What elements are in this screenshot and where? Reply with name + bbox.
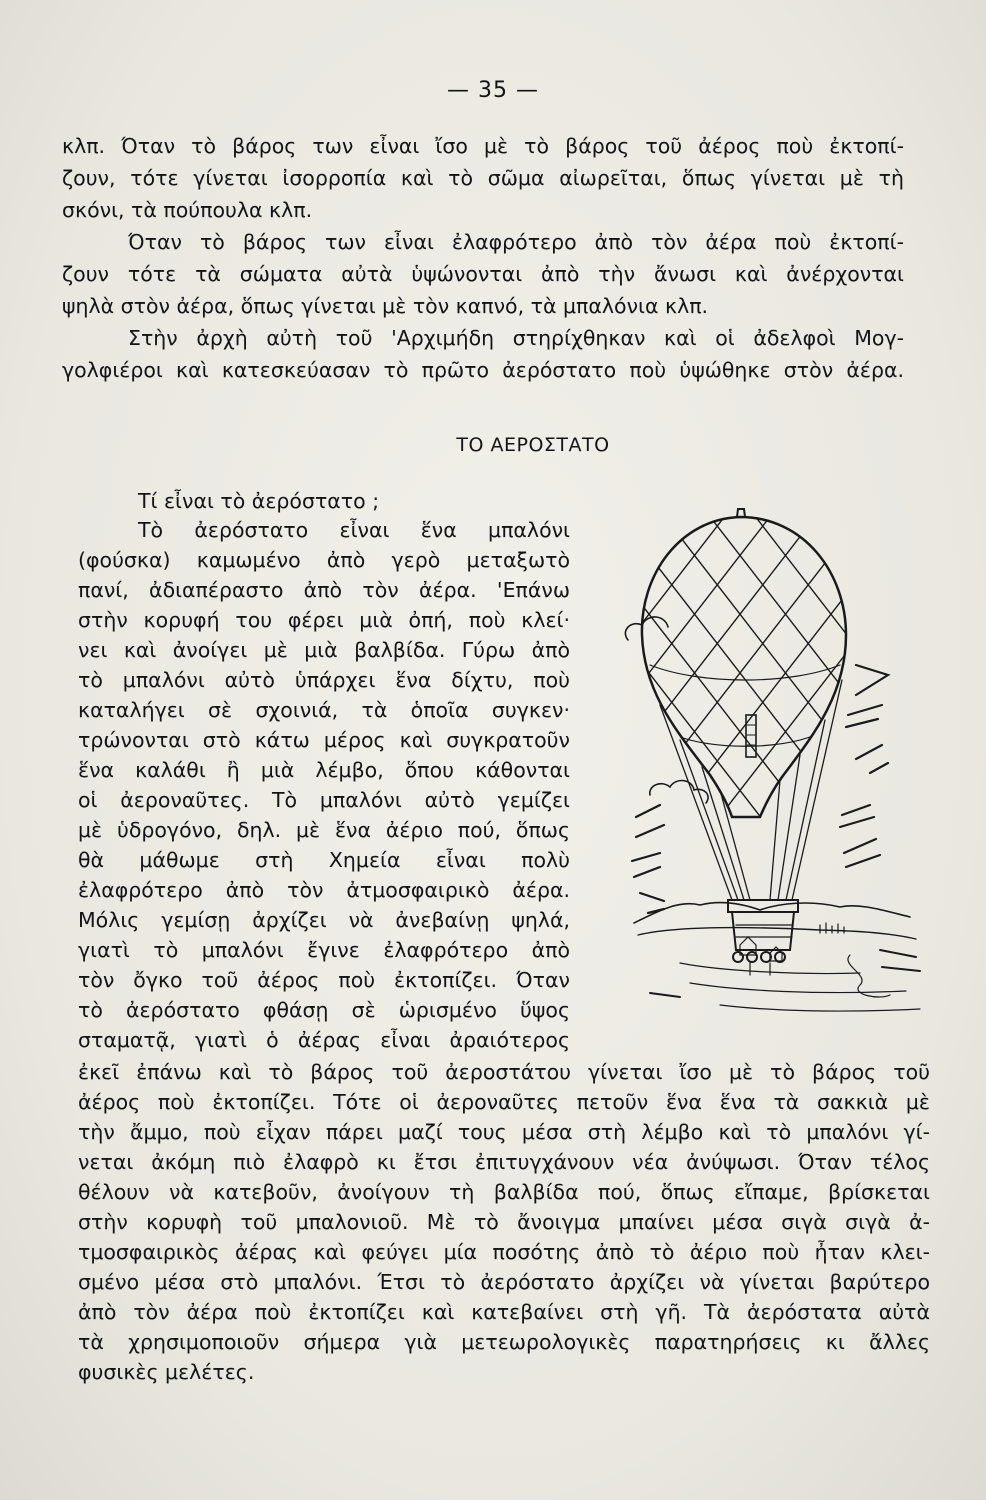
body-line: ἕνα καλάθι ἢ μιὰ λέμβο, ὅπου κάθονται bbox=[78, 758, 570, 782]
body-line: μὲ ὑδρογόνο, δηλ. μὲ ἕνα ἀέριο πού, ὅπως bbox=[78, 818, 570, 842]
intro-line-2: ζουν, τότε γίνεται ἰσορροπία καὶ τὸ σῶμα αἰωρεῖται, ὅπως γίνεται μὲ τὴ bbox=[62, 166, 904, 190]
body-line: ἀπὸ τὸν ἀέρα ποὺ ἐκτοπίζει καὶ κατεβαίνει στὴ γῆ. Τὰ ἀερόστατα αὐτὰ bbox=[78, 1300, 930, 1324]
body-line: τὴν ἄμμο, ποὺ εἶχαν πάρει μαζί τους μέσα στὴ λέμβο καὶ τὸ μπαλόνι γί- bbox=[78, 1120, 930, 1144]
intro-line-6: ψηλὰ στὸν ἀέρα, ὅπως γίνεται μὲ τὸν καπνό, τὰ μπαλόνια κλπ. bbox=[62, 294, 709, 318]
body-line: ἐλαφρότερο ἀπὸ τὸν ἀτμοσφαιρικὸ ἀέρα. bbox=[78, 878, 570, 902]
body-line: στὴν κορυφή του φέρει μιὰ ὀπή, ποὺ κλεί· bbox=[78, 608, 570, 632]
body-line: θὰ μάθωμε στὴ Χημεία εἶναι πολὺ bbox=[78, 848, 570, 872]
intro-line-4: Όταν τὸ βάρος των εἶναι ἐλαφρότερο ἀπὸ τὸν ἀέρα ποὺ ἐκτοπί- bbox=[128, 230, 904, 254]
body-line: πανί, ἀδιαπέραστο ἀπὸ τὸν ἀέρα. 'Επάνω bbox=[78, 578, 570, 602]
body-line: τὸν ὄγκο τοῦ ἀέρος ποὺ ἐκτοπίζει. Όταν bbox=[78, 968, 570, 992]
intro-line-8: γολφιέροι καὶ κατεσκεύασαν τὸ πρῶτο ἀερόστατο ποὺ ὑψώθηκε στὸν ἀέρα. bbox=[62, 358, 904, 382]
body-line: Μόλις γεμίσῃ ἀρχίζει νὰ ἀνεβαίνῃ ψηλά, bbox=[78, 908, 570, 932]
body-line: σμένο μέσα στὸ μπαλόνι. Έτσι τὸ ἀερόστατο ἀρχίζει νὰ γίνεται βαρύτερο bbox=[78, 1270, 930, 1294]
section-question: Τί εἶναι τὸ ἀερόστατο ; bbox=[138, 489, 380, 513]
body-line: νεται ἀκόμη πιὸ ἐλαφρὸ κι ἔτσι ἐπιτυγχάνουν νέα ἀνύψωσι. Όταν τέλος bbox=[78, 1150, 930, 1174]
body-line: τὰ χρησιμοποιοῦν σήμερα γιὰ μετεωρολογικὲς παρατηρήσεις κι ἄλλες bbox=[78, 1330, 930, 1354]
body-line: θέλουν νὰ κατεβοῦν, ἀνοίγουν τὴ βαλβίδα πού, ὅπως εἴπαμε, βρίσκεται bbox=[78, 1180, 930, 1204]
hot-air-balloon-illustration bbox=[620, 505, 942, 1045]
body-line: τμοσφαιρικὸς ἀέρας καὶ φεύγει μία ποσότης ἀπὸ τὸ ἀέριο ποὺ ἦταν κλει- bbox=[78, 1240, 930, 1264]
body-line: τὸ ἀερόστατο φθάσῃ σὲ ὡρισμένο ὕψος bbox=[78, 998, 570, 1022]
body-line: νει καὶ ἀνοίγει μὲ μιὰ βαλβίδα. Γύρω ἀπὸ bbox=[78, 638, 570, 662]
section-title: ΤΟ ΑΕΡΟΣΤΑΤΟ bbox=[456, 434, 610, 456]
body-line: τὸ μπαλόνι αὐτὸ ὑπάρχει ἕνα δίχτυ, ποὺ bbox=[78, 668, 570, 692]
body-line: καταλήγει σὲ σχοινιά, τὰ ὁποῖα συγκεν· bbox=[78, 698, 570, 722]
body-line: σταματᾷ, γιατὶ ὁ ἀέρας εἶναι ἀραιότερος bbox=[78, 1028, 570, 1052]
body-line: Τὸ ἀερόστατο εἶναι ἕνα μπαλόνι bbox=[138, 518, 570, 542]
body-line: ἀέρος ποὺ ἐκτοπίζει. Τότε οἱ ἀεροναῦτες πετοῦν ἕνα ἕνα τὰ σακκιὰ μὲ bbox=[78, 1090, 930, 1114]
body-line: φυσικὲς μελέτες. bbox=[78, 1360, 255, 1384]
intro-line-5: ζουν τότε τὰ σώματα αὐτὰ ὑψώνονται ἀπὸ τὴν ἄνωσι καὶ ἀνέρχονται bbox=[62, 262, 904, 286]
body-line: στὴν κορυφὴ τοῦ μπαλονιοῦ. Μὲ τὸ ἄνοιγμα μπαίνει μέσα σιγὰ σιγὰ ἀ- bbox=[78, 1210, 930, 1234]
body-line: (φούσκα) καμωμένο ἀπὸ γερὸ μεταξωτὸ bbox=[78, 548, 570, 572]
intro-line-1: κλπ. Όταν τὸ βάρος των εἶναι ἴσο μὲ τὸ βάρος τοῦ ἀέρος ποὺ ἐκτοπί- bbox=[62, 134, 904, 158]
body-line: γιατὶ τὸ μπαλόνι ἔγινε ἐλαφρότερο ἀπὸ bbox=[78, 938, 570, 962]
body-line: τρώνονται στὸ κάτω μέρος καὶ συγκρατοῦν bbox=[78, 728, 570, 752]
page-number: — 35 — bbox=[447, 78, 539, 103]
body-line: ἐκεῖ ἐπάνω καὶ τὸ βάρος τοῦ ἀεροστάτου γίνεται ἴσο μὲ τὸ βάρος τοῦ bbox=[78, 1060, 930, 1084]
body-line: οἱ ἀεροναῦτες. Τὸ μπαλόνι αὐτὸ γεμίζει bbox=[78, 788, 570, 812]
intro-line-3: σκόνι, τὰ πούπουλα κλπ. bbox=[62, 198, 313, 222]
intro-line-7: Στὴν ἀρχὴ αὐτὴ τοῦ 'Αρχιμήδη στηρίχθηκαν καὶ οἱ ἀδελφοὶ Μογ- bbox=[128, 326, 904, 350]
